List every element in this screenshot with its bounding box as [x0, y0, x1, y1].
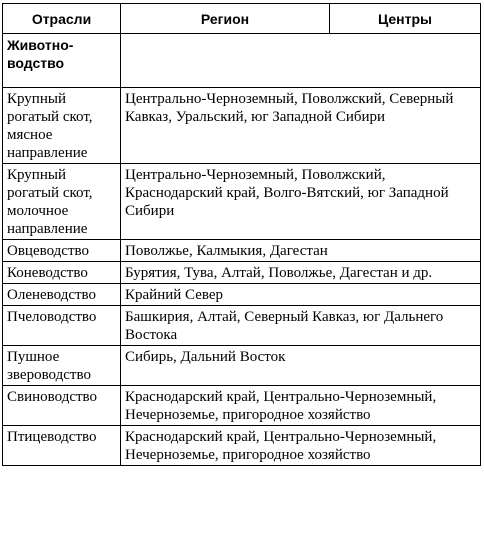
branch-cell: Коневодство: [3, 262, 121, 284]
table-row: [3, 240, 481, 262]
table-row: [3, 346, 481, 386]
agriculture-table: [2, 3, 481, 466]
region-cell: Краснодарский край, Центрально-Черноземный, Нечерноземье, пригородное хозяйство: [121, 426, 481, 466]
region-cell: Поволжье, Калмыкия, Дагестан: [121, 240, 481, 262]
region-cell: Центрально-Черноземный, Поволжский, Северный Кавказ, Уральский, юг Западной Сибири: [121, 88, 481, 164]
branch-cell: Пчеловодство: [3, 306, 121, 346]
table-row: [3, 306, 481, 346]
region-cell: Башкирия, Алтай, Северный Кавказ, юг Дальнего Востока: [121, 306, 481, 346]
region-cell: Крайний Север: [121, 284, 481, 306]
table-row: [3, 88, 481, 164]
section-row: [3, 34, 481, 88]
region-cell: Центрально-Черноземный, Поволжский, Краснодарский край, Волго-Вятский, юг Западной Сибири: [121, 164, 481, 240]
header-region: Регион: [121, 4, 330, 34]
branch-cell: Свиноводство: [3, 386, 121, 426]
branch-cell: Оленеводство: [3, 284, 121, 306]
region-cell: Краснодарский край, Центрально-Черноземный, Нечерноземье, пригородное хозяйство: [121, 386, 481, 426]
region-cell: Бурятия, Тува, Алтай, Поволжье, Дагестан и др.: [121, 262, 481, 284]
section-label-livestock: [3, 34, 121, 88]
branch-cell: Крупный рогатый скот, молочное направление: [3, 164, 121, 240]
table-row: [3, 426, 481, 466]
table-body: [3, 34, 481, 466]
region-cell: Сибирь, Дальний Восток: [121, 346, 481, 386]
table-row: [3, 386, 481, 426]
branch-cell: Овцеводство: [3, 240, 121, 262]
branch-cell: Птицеводство: [3, 426, 121, 466]
header-row: [3, 4, 481, 34]
header-branches: Отрасли: [3, 4, 121, 34]
branch-cell: Пушное звероводство: [3, 346, 121, 386]
table-row: [3, 284, 481, 306]
table-row: [3, 262, 481, 284]
section-empty-cell: [121, 34, 481, 88]
header-centers: Центры: [330, 4, 481, 34]
section-label-text: Животно- водство: [7, 37, 74, 71]
table-row: [3, 164, 481, 240]
branch-cell: Крупный рогатый скот, мясное направление: [3, 88, 121, 164]
